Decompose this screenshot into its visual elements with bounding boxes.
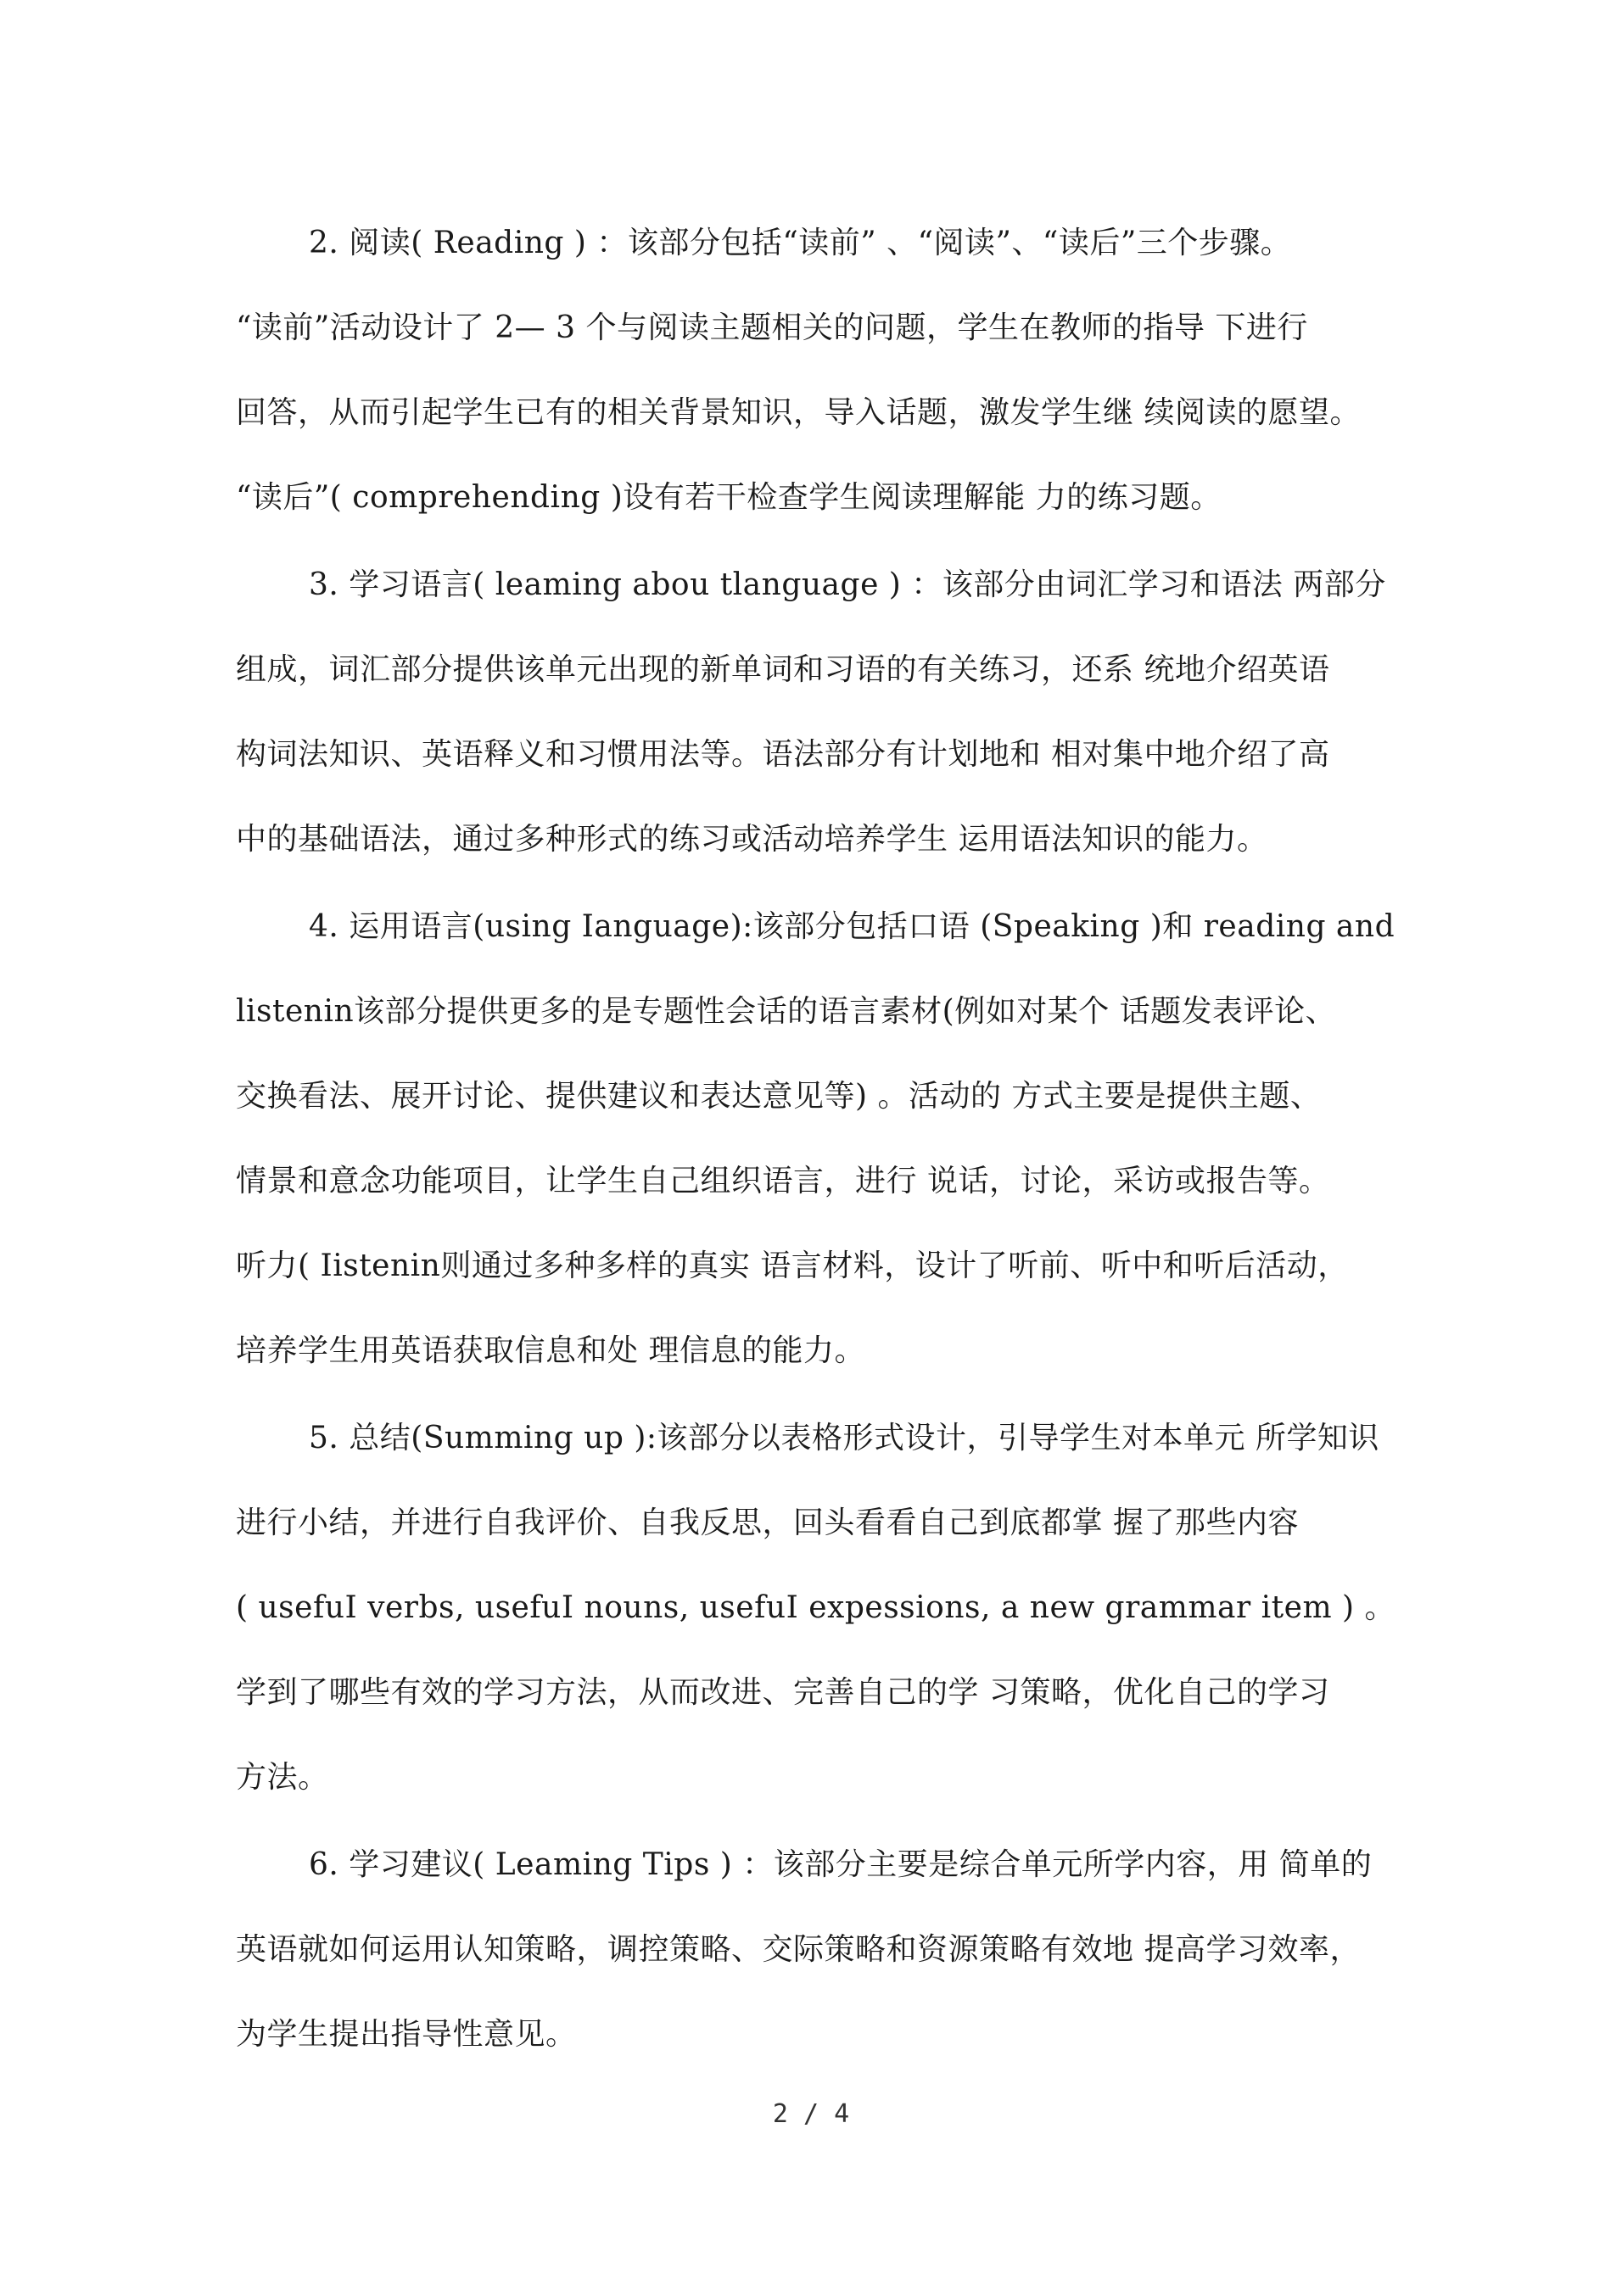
paragraph-line: 方法。 <box>236 1760 329 1795</box>
paragraph-line: 回答，从而引起学生已有的相关背景知识，导入话题，激发学生继 续阅读的愿望。 <box>236 395 1361 430</box>
paragraph-line: 6. 学习建议( Leaming Tips ) ：该部分主要是综合单元所学内容，用 简单的 <box>309 1847 1373 1882</box>
paragraph-line: 中的基础语法，通过多种形式的练习或活动培养学生 运用语法知识的能力。 <box>236 822 1268 857</box>
paragraph-line: 培养学生用英语获取信息和处 理信息的能力。 <box>236 1333 865 1368</box>
paragraph-line: 听力( Iistenin则通过多种多样的真实 语言材料，设计了听前、听中和听后活动， <box>236 1249 1349 1283</box>
paragraph-line: 5. 总结(Summing up ):该部分以表格形式设计，引导学生对本单元 所学知识 <box>309 1421 1379 1455</box>
paragraph-line: 英语就如何运用认知策略，调控策略、交际策略和资源策略有效地 提高学习效率， <box>236 1932 1361 1967</box>
page-number: 2 / 4 <box>772 2099 850 2129</box>
paragraph-line: ( usefuI verbs, usefuI nouns, usefuI expessions, a new grammar item ) 。 <box>236 1590 1396 1625</box>
paragraph-line: “读后”( comprehending )设有若干检查学生阅读理解能 力的练习题。 <box>236 480 1222 515</box>
paragraph-line: 2. 阅读( Reading ) ：该部分包括“读前” 、“阅读”、“读后”三个步骤。 <box>309 226 1292 260</box>
paragraph-line: 3. 学习语言( leaming abou tlanguage ) ：该部分由词汇学习和语法 两部分 <box>309 567 1386 602</box>
paragraph-line: 为学生提出指导性意见。 <box>236 2017 577 2052</box>
paragraph-line: 学到了哪些有效的学习方法，从而改进、完善自己的学 习策略，优化自己的学习 <box>236 1675 1330 1710</box>
paragraph-line: 组成，词汇部分提供该单元出现的新单词和习语的有关练习，还系 统地介绍英语 <box>236 652 1330 687</box>
paragraph-line: listenin该部分提供更多的是专题性会话的语言素材(例如对某个 话题发表评论、 <box>236 994 1337 1029</box>
paragraph-line: 进行小结，并进行自我评价、自我反思，回头看看自己到底都掌 握了那些内容 <box>236 1506 1299 1540</box>
paragraph-line: 构词法知识、英语释义和习惯用法等。语法部分有计划地和 相对集中地介绍了高 <box>236 737 1330 772</box>
paragraph-line: “读前”活动设计了 2— 3 个与阅读主题相关的问题，学生在教师的指导 下进行 <box>236 310 1308 345</box>
paragraph-line: 情景和意念功能项目，让学生自己组织语言，进行 说话，讨论，采访或报告等。 <box>236 1164 1330 1198</box>
paragraph-line: 交换看法、展开讨论、提供建议和表达意见等) 。活动的 方式主要是提供主题、 <box>236 1079 1322 1114</box>
paragraph-line: 4. 运用语言(using Ianguage):该部分包括口语 (Speaking )和 reading and <box>309 909 1395 944</box>
